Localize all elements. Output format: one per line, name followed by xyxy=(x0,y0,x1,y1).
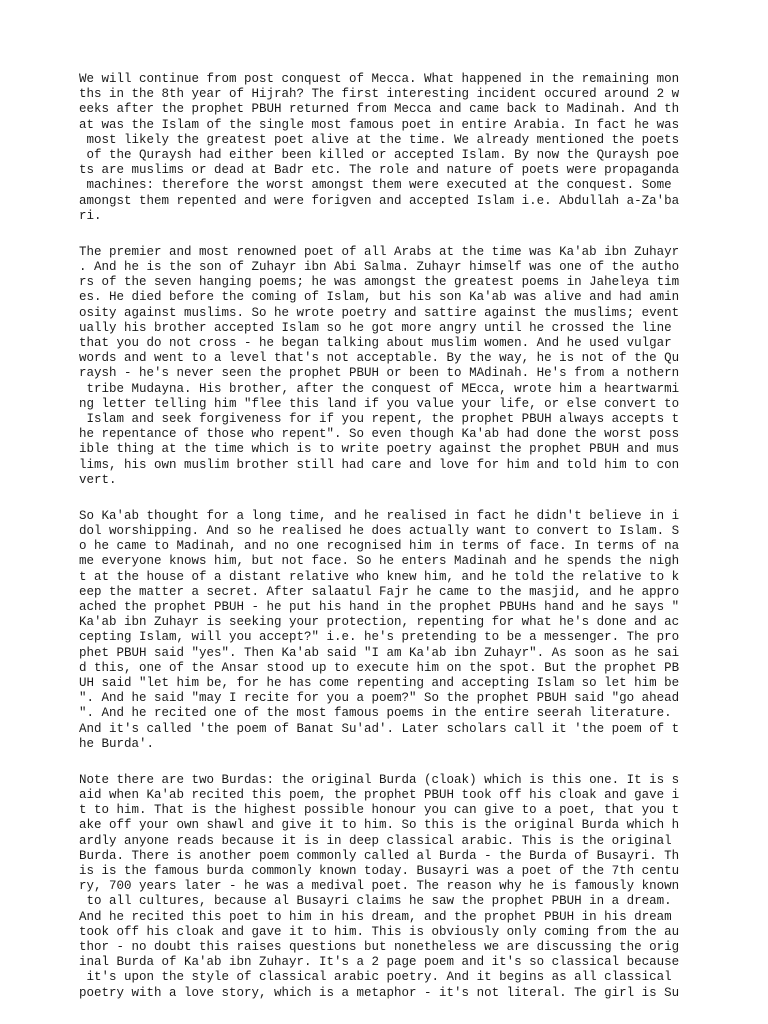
text-line: he repentance of those who repent". So even though Ka'ab had done the worst poss xyxy=(79,427,680,442)
text-line: lims, his own muslim brother still had care and love for him and told him to con xyxy=(79,457,680,472)
text-line: ". And he recited one of the most famous poems in the entire seerah literature. xyxy=(79,706,672,721)
text-line: vert. xyxy=(79,472,117,487)
text-line: Islam and seek forgiveness for if you repent, the prophet PBUH always accepts t xyxy=(79,411,680,426)
text-line: cepting Islam, will you accept?" i.e. he's pretending to be a messenger. The pro xyxy=(79,630,680,645)
text-line: he Burda'. xyxy=(79,736,155,751)
text-line: ts are muslims or dead at Badr etc. The role and nature of poets were propaganda xyxy=(79,163,680,178)
paragraph xyxy=(79,72,699,224)
text-line: So Ka'ab thought for a long time, and he realised in fact he didn't believe in i xyxy=(79,508,680,523)
text-line: d this, one of the Ansar stood up to execute him on the spot. But the prophet PB xyxy=(79,660,680,675)
text-line: tribe Mudayna. His brother, after the conquest of MEcca, wrote him a heartwarmi xyxy=(79,381,680,396)
text-line: Note there are two Burdas: the original Burda (cloak) which is this one. It is s xyxy=(79,772,680,787)
document-page xyxy=(79,72,699,1022)
text-line: ri. xyxy=(79,208,102,223)
text-line: And he recited this poet to him in his dream, and the prophet PBUH in his dream xyxy=(79,909,672,924)
text-line: eep the matter a secret. After salaatul Fajr he came to the masjid, and he appro xyxy=(79,584,680,599)
paragraph xyxy=(79,245,699,488)
text-line: ached the prophet PBUH - he put his hand in the prophet PBUHs hand and he says " xyxy=(79,600,680,614)
text-line: t to him. That is the highest possible honour you can give to a poet, that you t xyxy=(79,803,680,818)
text-line: is is the famous burda commonly known today. Busayri was a poet of the 7th centu xyxy=(79,864,680,878)
text-line: eeks after the prophet PBUH returned from Mecca and came back to Madinah. And th xyxy=(79,102,680,117)
text-line: We will continue from post conquest of Mecca. What happened in the remaining mon xyxy=(79,72,680,86)
text-line: ng letter telling him "flee this land if you value your life, or else convert to xyxy=(79,396,680,411)
text-line: t at the house of a distant relative who knew him, and he told the relative to k xyxy=(79,569,680,584)
text-line: at was the Islam of the single most famous poet in entire Arabia. In fact he was xyxy=(79,117,680,132)
text-line: ". And he said "may I recite for you a poem?" So the prophet PBUH said "go ahead xyxy=(79,691,680,706)
text-line: phet PBUH said "yes". Then Ka'ab said "I am Ka'ab ibn Zuhayr". As soon as he sai xyxy=(79,645,680,660)
text-line: inal Burda of Ka'ab ibn Zuhayr. It's a 2 page poem and it's so classical because xyxy=(79,955,680,970)
text-line: poetry with a love story, which is a metaphor - it's not literal. The girl is Su xyxy=(79,985,680,1000)
text-line: UH said "let him be, for he has come repenting and accepting Islam so let him be xyxy=(79,675,680,690)
text-line: amongst them repented and were forigven and accepted Islam i.e. Abdullah a-Za'ba xyxy=(79,193,680,208)
text-line: ually his brother accepted Islam so he got more angry until he crossed the line xyxy=(79,320,672,335)
text-line: ths in the 8th year of Hijrah? The first interesting incident occured around 2 w xyxy=(79,87,680,102)
text-line: o he came to Madinah, and no one recognised him in terms of face. In terms of na xyxy=(79,539,680,554)
text-line: thor - no doubt this raises questions but nonetheless we are discussing the orig xyxy=(79,939,680,954)
text-line: words and went to a level that's not acceptable. By the way, he is not of the Qu xyxy=(79,351,680,366)
paragraph xyxy=(79,509,699,752)
text-line: . And he is the son of Zuhayr ibn Abi Salma. Zuhayr himself was one of the autho xyxy=(79,260,680,275)
text-line: osity against muslims. So he wrote poetry and sattire against the muslims; event xyxy=(79,305,680,320)
text-line: raysh - he's never seen the prophet PBUH or been to MAdinah. He's from a nothern xyxy=(79,366,680,381)
text-line: of the Quraysh had either been killed or accepted Islam. By now the Quraysh poe xyxy=(79,147,680,162)
text-line: most likely the greatest poet alive at the time. We already mentioned the poets xyxy=(79,132,680,147)
text-line: to all cultures, because al Busayri claims he saw the prophet PBUH in a dream. xyxy=(79,894,672,909)
text-line: es. He died before the coming of Islam, but his son Ka'ab was alive and had amin xyxy=(79,290,680,305)
text-line: aid when Ka'ab recited this poem, the prophet PBUH took off his cloak and gave i xyxy=(79,788,680,803)
paragraph xyxy=(79,773,699,1001)
text-line: Ka'ab ibn Zuhayr is seeking your protection, repenting for what he's done and ac xyxy=(79,615,680,630)
text-line: ake off your own shawl and give it to him. So this is the original Burda which h xyxy=(79,818,680,833)
text-line: me everyone knows him, but not face. So he enters Madinah and he spends the nigh xyxy=(79,554,680,569)
text-line: took off his cloak and gave it to him. This is obviously only coming from the au xyxy=(79,924,680,939)
text-line: ible thing at the time which is to write poetry against the prophet PBUH and mus xyxy=(79,442,680,457)
text-line: dol worshipping. And so he realised he does actually want to convert to Islam. S xyxy=(79,524,680,539)
text-line: that you do not cross - he began talking about muslim women. And he used vulgar xyxy=(79,336,672,350)
text-line: The premier and most renowned poet of all Arabs at the time was Ka'ab ibn Zuhayr xyxy=(79,244,680,259)
text-line: ardly anyone reads because it is in deep classical arabic. This is the original xyxy=(79,833,672,848)
text-line: And it's called 'the poem of Banat Su'ad'. Later scholars call it 'the poem of t xyxy=(79,721,680,736)
text-line: Burda. There is another poem commonly called al Burda - the Burda of Busayri. Th xyxy=(79,848,680,863)
text-line: it's upon the style of classical arabic poetry. And it begins as all classical xyxy=(79,970,672,985)
text-line: rs of the seven hanging poems; he was amongst the greatest poems in Jaheleya tim xyxy=(79,275,680,290)
text-line: machines: therefore the worst amongst them were executed at the conquest. Some xyxy=(79,178,672,193)
text-line: ry, 700 years later - he was a medival poet. The reason why he is famously known xyxy=(79,879,680,894)
